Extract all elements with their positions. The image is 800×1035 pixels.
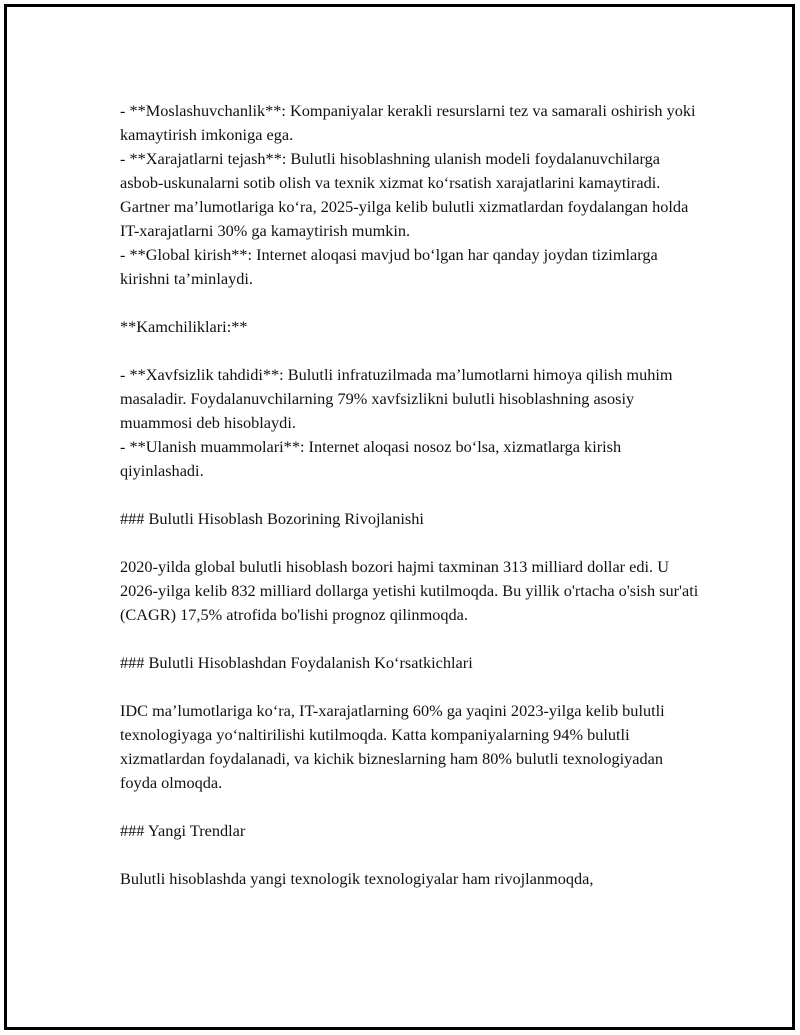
spacer [120, 795, 700, 819]
bullet-connection-issues: - **Ulanish muammolari**: Internet aloqasi nosoz boʻlsa, xizmatlarga kirish qiyinlashadi. [120, 437, 622, 480]
heading-usage-indicators: ### Bulutli Hisoblashdan Foydalanish Koʻrsatkichlari [120, 653, 473, 672]
bullet-security-threat: - **Xavfsizlik tahdidi**: Bulutli infratuzilmada maʼlumotlarni himoya qilish muhim masaladir. Foydalanuvchilarning 79% xavfsizlikni bulutli hisoblashning asosiy muammosi deb hisoblaydi. [120, 365, 673, 432]
spacer [120, 483, 700, 507]
heading-market-growth: ### Bulutli Hisoblash Bozorining Rivojlanishi [120, 509, 424, 528]
spacer [120, 843, 700, 867]
paragraph-new-trends: Bulutli hisoblashda yangi texnologik texnologiyalar ham rivojlanmoqda, [120, 869, 594, 888]
bullet-cost-saving: - **Xarajatlarni tejash**: Bulutli hisoblashning ulanish modeli foydalanuvchilarga asbob-uskunalarni sotib olish va texnik xizmat koʻrsatish xarajatlarini kamaytiradi. Gartner maʼlumotlariga koʻra, 2025-yilga kelib bulutli xizmatlardan foydalangan holda IT-xarajatlarni 30% ga kamaytirish mumkin. [120, 149, 689, 240]
heading-new-trends: ### Yangi Trendlar [120, 821, 246, 840]
paragraph-usage-indicators: IDC maʼlumotlariga koʻra, IT-xarajatlarning 60% ga yaqini 2023-yilga kelib bulutli texnologiyaga yoʻnaltirilishi kutilmoqda. Katta kompaniyalarning 94% bulutli xizmatlardan foydalanadi, va kichik bizneslarning ham 80% bulutli texnologiyadan foyda olmoqda. [120, 701, 665, 792]
spacer [120, 339, 700, 363]
paragraph-market-growth: 2020-yilda global bulutli hisoblash bozori hajmi taxminan 313 milliard dollar edi. U 2026-yilga kelib 832 milliard dollarga yetishi kutilmoqda. Bu yillik o'rtacha o'sish sur'ati (CAGR) 17,5% atrofida bo'lishi prognoz qilinmoqda. [120, 557, 699, 624]
section-label-disadvantages: **Kamchiliklari:** [120, 317, 248, 336]
page-frame [4, 4, 795, 1030]
spacer [120, 531, 700, 555]
spacer [120, 627, 700, 651]
document-body [120, 99, 700, 891]
spacer [120, 291, 700, 315]
bullet-flexibility: - **Moslashuvchanlik**: Kompaniyalar kerakli resurslarni tez va samarali oshirish yoki kamaytirish imkoniga ega. [120, 101, 696, 144]
bullet-global-access: - **Global kirish**: Internet aloqasi mavjud boʻlgan har qanday joydan tizimlarga kirishni taʼminlaydi. [120, 245, 658, 288]
spacer [120, 675, 700, 699]
